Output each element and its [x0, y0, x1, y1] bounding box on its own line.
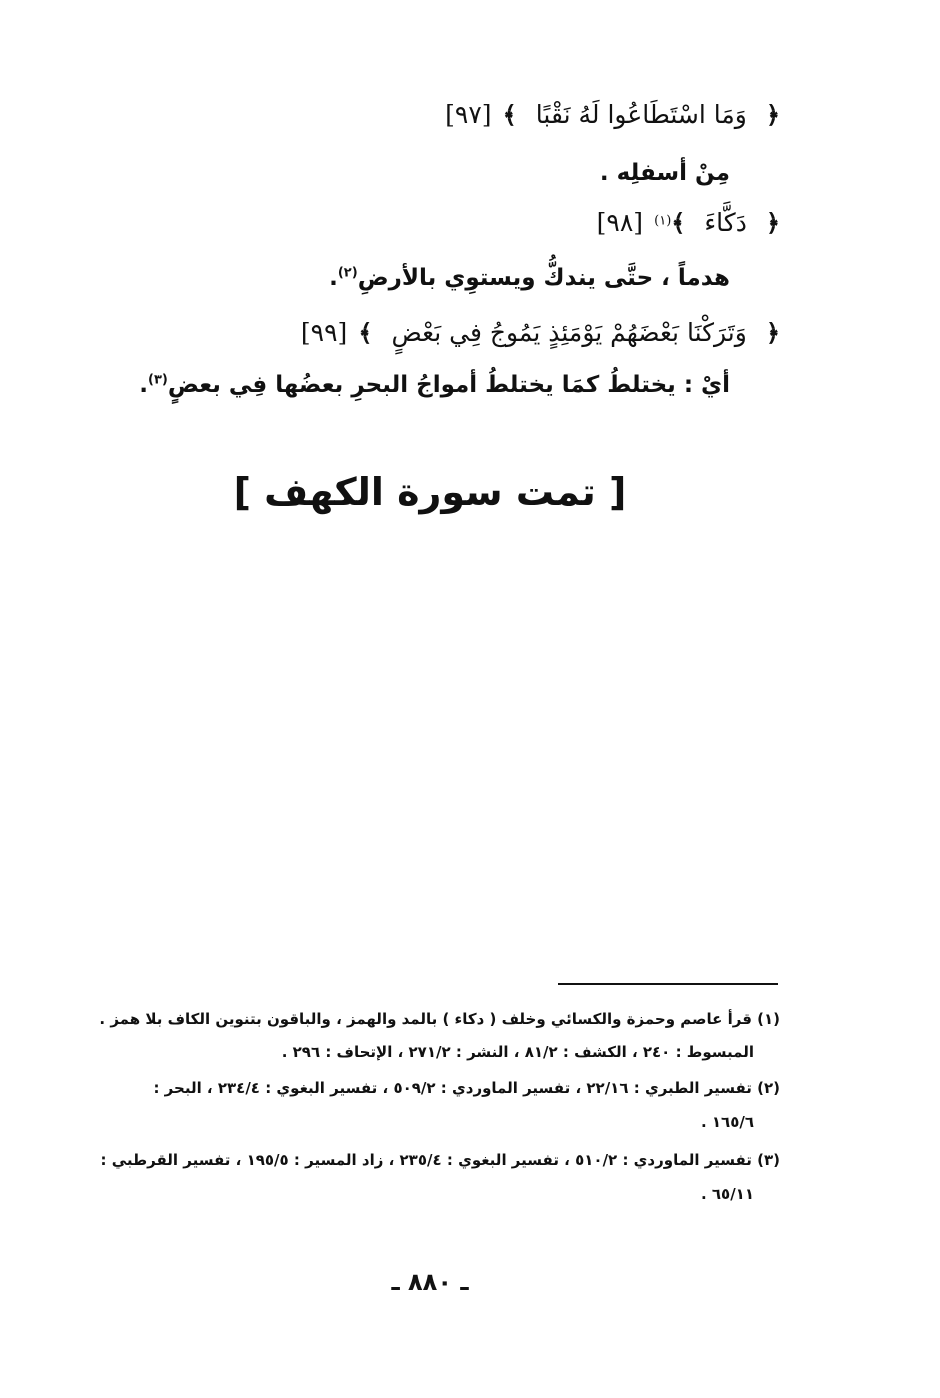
footnote-separator — [558, 983, 778, 985]
commentary-text: هدماً ، حتَّى يندكُّ ويستوِي بالأرضِ — [357, 265, 730, 291]
footnote-3: (٣) تفسير الماوردي : ٥١٠/٢ ، تفسير البغوي : ٢٣٥/٤ ، زاد المسير : ١٩٥/٥ ، تفسير القرطبي : — [100, 1151, 780, 1169]
full-stop: . — [329, 265, 338, 291]
verse-open-bracket: ﴿ — [765, 208, 780, 237]
commentary-text: أيْ : يختلطُ كمَا يختلطُ أمواجُ البحرِ بعضُها فِي بعضٍ — [167, 372, 730, 398]
verse-open-bracket: ﴿ — [765, 100, 780, 129]
verse-99 — [301, 318, 780, 347]
verse-close-bracket: ﴾ — [358, 318, 373, 347]
verse-text: وَتَرَكْنَا بَعْضَهُمْ يَوْمَئِذٍ يَمُوجُ فِي بَعْضٍ — [391, 318, 747, 347]
footnote-marker: (١) — [654, 213, 672, 229]
verse-number: [٩٩] — [300, 318, 348, 347]
surah-end-heading: [ تمت سورة الكهف ] — [233, 470, 627, 514]
verse-open-bracket: ﴿ — [765, 318, 780, 347]
verse-close-bracket: ﴾ — [671, 208, 686, 237]
footnote-1-continuation: المبسوط : ٢٤٠ ، الكشف : ٨١/٢ ، النشر : ٢٧١/٢ ، الإتحاف : ٢٩٦ . — [281, 1043, 754, 1061]
footnote-marker: (٣) — [148, 372, 168, 388]
footnote-3-continuation: ٦٥/١١ . — [700, 1185, 754, 1203]
footnote-2-continuation: ١٦٥/٦ . — [700, 1113, 754, 1131]
verse-98 — [597, 208, 780, 237]
verse-number: [٩٨] — [596, 208, 644, 237]
verse-text: وَمَا اسْتَطَاعُوا لَهُ نَقْبًا — [535, 100, 747, 129]
page-number: ـ ٨٨٠ ـ — [391, 1268, 469, 1296]
commentary-line — [329, 265, 730, 291]
commentary-line: مِنْ أسفلِه . — [599, 160, 730, 186]
verse-close-bracket: ﴾ — [502, 100, 517, 129]
verse-text: دَكَّاءَ — [704, 208, 747, 237]
footnote-marker: (٢) — [337, 265, 358, 281]
commentary-line — [139, 372, 730, 398]
verse-97 — [445, 100, 780, 129]
full-stop: . — [139, 372, 149, 398]
footnote-2: (٢) تفسير الطبري : ٢٢/١٦ ، تفسير الماوردي : ٥٠٩/٢ ، تفسير البغوي : ٢٣٤/٤ ، البحر : — [153, 1079, 780, 1097]
footnote-1: (١) قرأ عاصم وحمزة والكسائي وخلف ( دكاء ) بالمد والهمز ، والباقون بتنوين الكاف بلا همز . — [99, 1010, 780, 1028]
verse-number: [٩٧] — [445, 100, 492, 129]
